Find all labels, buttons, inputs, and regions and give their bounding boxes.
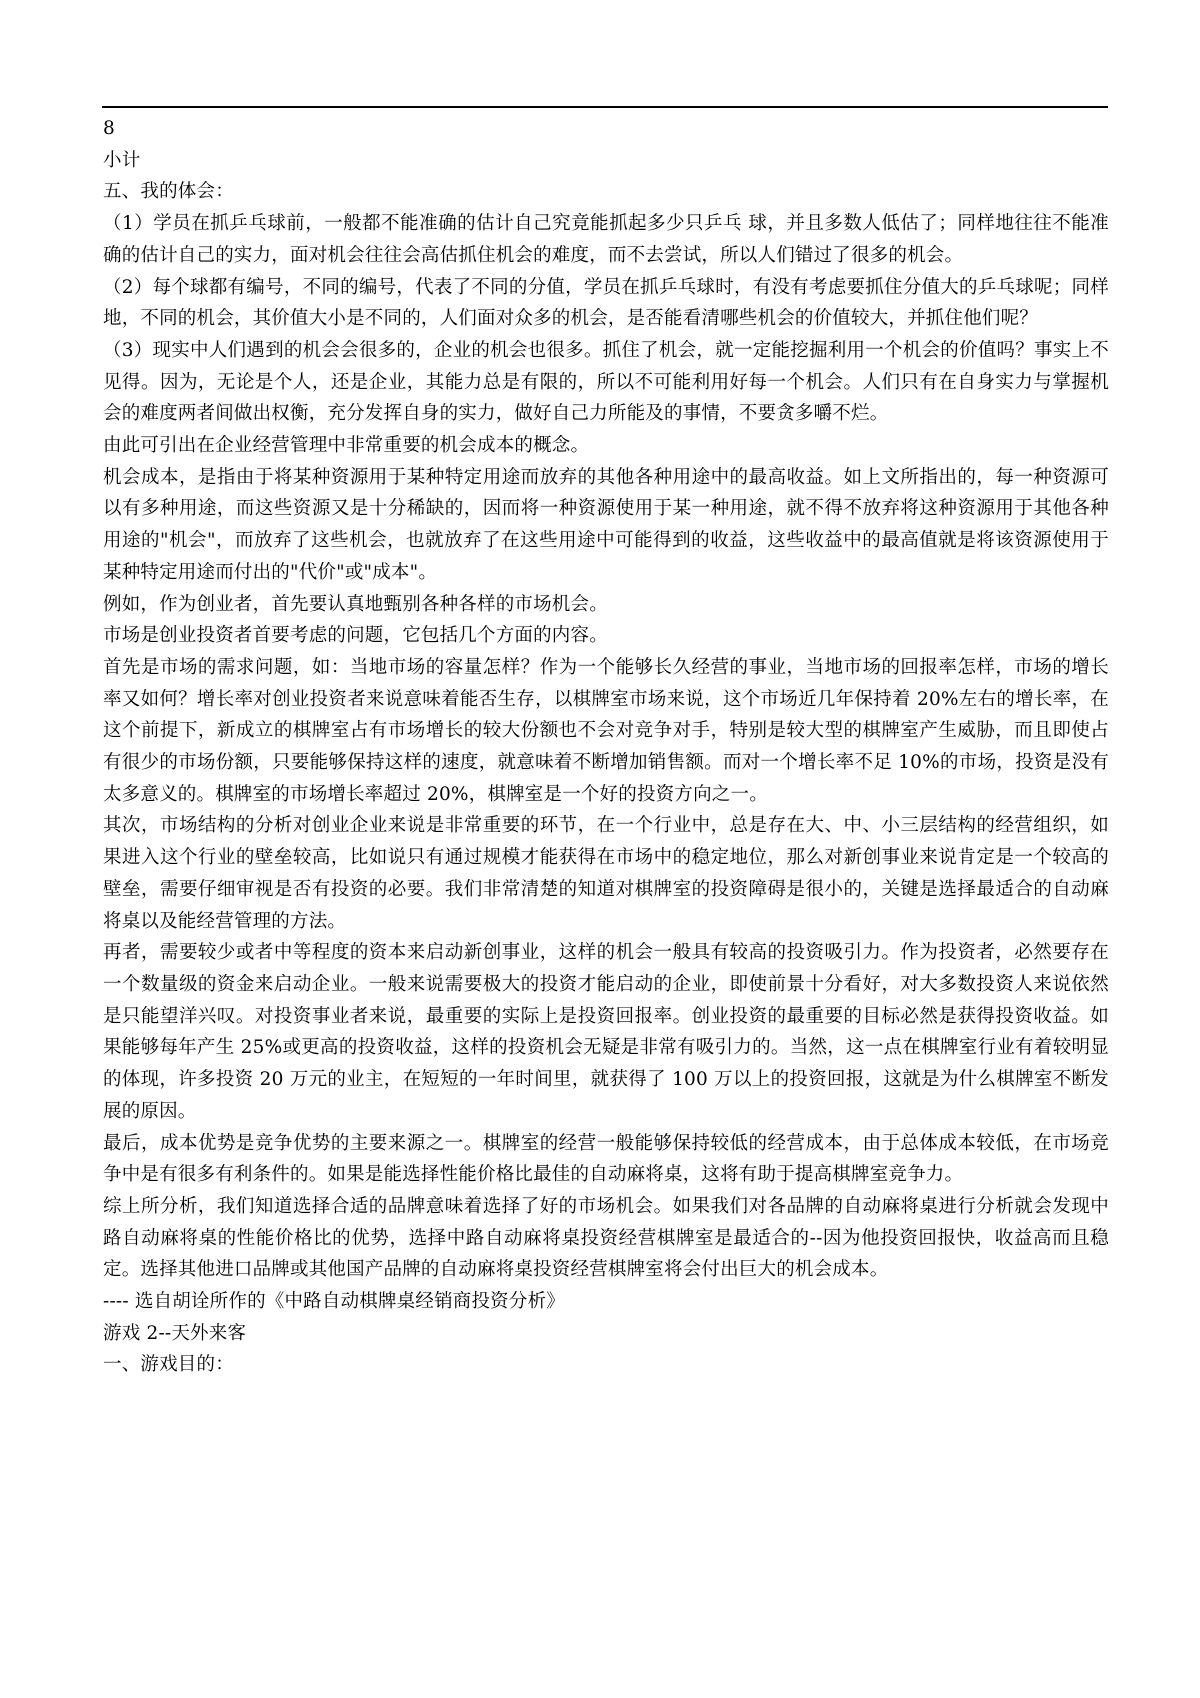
paragraph-point-2: （2）每个球都有编号，不同的编号，代表了不同的分值，学员在抓乒乓球时，有没有考虑要抓住分值大的乒乓球呢；同样地，不同的机会，其价值大小是不同的，人们面对众多的机会，是否能看清哪些机会的价值较大，并抓住他们呢？	[103, 276, 1109, 330]
paragraph-example: 例如，作为创业者，首先要认真地甄别各种各样的市场机会。	[103, 593, 608, 615]
paragraph-second-structure: 其次，市场结构的分析对创业企业来说是非常重要的环节，在一个行业中，总是存在大、中、小三层结构的经营组织，如果进入这个行业的壁垒较高，比如说只有通过规模才能获得在市场中的稳定地位，那么对新创事业来说肯定是一个较高的壁垒，需要仔细审视是否有投资的必要。我们非常清楚的知道对棋牌室的投资障碍是很小的，关键是选择最适合的自动麻将桌以及能经营管理的方法。	[103, 815, 1109, 932]
paragraph-conclusion: 综上所分析，我们知道选择合适的品牌意味着选择了好的市场机会。如果我们对各品牌的自动麻将桌进行分析就会发现中路自动麻将桌的性能价格比的优势，选择中路自动麻将桌投资经营棋牌室是最适合的--因为他投资回报快，收益高而且稳定。选择其他进口品牌或其他国产品牌的自动麻将桌投资经营棋牌室将会付出巨大的机会成本。	[103, 1195, 1109, 1281]
header-rule	[102, 106, 1108, 108]
paragraph-third-capital: 再者，需要较少或者中等程度的资本来启动新创事业，这样的机会一般具有较高的投资吸引力。作为投资者，必然要存在一个数量级的资金来启动企业。一般来说需要极大的投资才能启动的企业，即使前景十分看好，对大多数投资人来说依然是只能望洋兴叹。对投资事业者来说，最重要的实际上是投资回报率。创业投资的最重要的目标必然是获得投资收益。如果能够每年产生 25%或更高的投资收益，这样的投资机会无疑是非常有吸引力的。当然，这一点在棋牌室行业有着较明显的体现，许多投资 20 万元的业主，在短短的一年时间里，就获得了 100 万以上的投资回报，这就是为什么棋牌室不断发展的原因。	[103, 942, 1109, 1122]
paragraph-finally-cost: 最后，成本优势是竞争优势的主要来源之一。棋牌室的经营一般能够保持较低的经营成本，由于总体成本较低，在市场竞争中是有很多有利条件的。如果是能选择性能价格比最佳的自动麻将桌，这将有助于提高棋牌室竞争力。	[103, 1132, 1109, 1186]
paragraph-opportunity-cost-definition: 机会成本，是指由于将某种资源用于某种特定用途而放弃的其他各种用途中的最高收益。如上文所指出的，每一种资源可以有多种用途，而这些资源又是十分稀缺的，因而将一种资源使用于某一种用途，就不得不放弃将这种资源用于其他各种用途的"机会"，而放弃了这些机会，也就放弃了在这些用途中可能得到的收益，这些收益中的最高值就是将该资源使用于某种特定用途而付出的"代价"或"成本"。	[103, 466, 1109, 583]
page-number: 8	[103, 118, 115, 139]
paragraph-market: 市场是创业投资者首要考虑的问题，它包括几个方面的内容。	[103, 625, 608, 647]
game-2-title: 游戏 2--天外来客	[103, 1322, 247, 1344]
paragraph-point-1: （1）学员在抓乒乓球前，一般都不能准确的估计自己究竟能抓起多少只乒乓 球，并且多数人低估了；同样地往往不能准确的估计自己的实力，面对机会往往会高估抓住机会的难度，而不去尝试，所以人们错过了很多的机会。	[103, 213, 1109, 266]
section-heading-game-purpose: 一、游戏目的：	[103, 1354, 234, 1376]
document-body	[103, 113, 1109, 1381]
section-heading-reflections: 五、我的体会：	[103, 181, 234, 203]
subtotal-label: 小计	[103, 149, 141, 171]
source-citation: ---- 选自胡诠所作的《中路自动棋牌桌经销商投资分析》	[103, 1291, 565, 1313]
paragraph-opportunity-cost-intro: 由此可引出在企业经营管理中非常重要的机会成本的概念。	[103, 435, 590, 457]
paragraph-point-3: （3）现实中人们遇到的机会会很多的，企业的机会也很多。抓住了机会，就一定能挖掘利用一个机会的价值吗？事实上不见得。因为，无论是个人，还是企业，其能力总是有限的，所以不可能利用好每一个机会。人们只有在自身实力与掌握机会的难度两者间做出权衡，充分发挥自身的实力，做好自己力所能及的事情，不要贪多嚼不烂。	[103, 339, 1109, 425]
paragraph-first-demand: 首先是市场的需求问题，如：当地市场的容量怎样？作为一个能够长久经营的事业，当地市场的回报率怎样，市场的增长率又如何？增长率对创业投资者来说意味着能否生存，以棋牌室市场来说，这个市场近几年保持着 20%左右的增长率，在这个前提下，新成立的棋牌室占有市场增长的较大份额也不会对竞争对手，特别是较大型的棋牌室产生威胁，而且即使占有很少的市场份额，只要能够保持这样的速度，就意味着不断增加销售额。而对一个增长率不足 10%的市场，投资是没有太多意义的。棋牌室的市场增长率超过 20%，棋牌室是一个好的投资方向之一。	[103, 656, 1109, 805]
